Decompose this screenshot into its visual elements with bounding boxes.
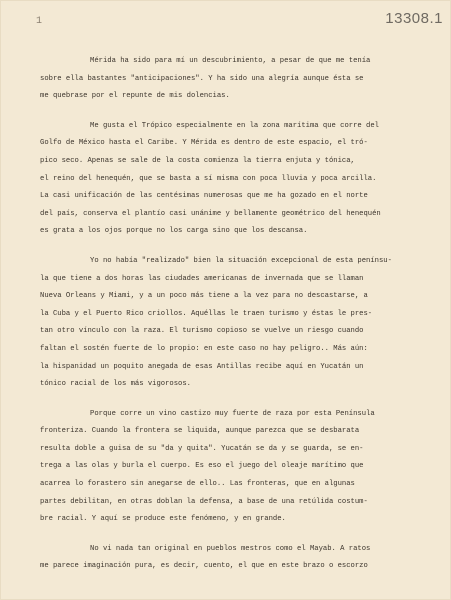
text-line: la hispanidad un poquito anegada de esas Antillas recibe aquí en Yucatán un — [40, 362, 364, 371]
text-line: Nueva Orleans y Miami, y a un poco más tiene a la vez para no descastarse, a — [40, 292, 368, 301]
text-line: partes debilitan, en otras doblan la defensa, a base de una retúlida costum- — [40, 497, 368, 506]
text-line: faltan el sostén fuerte de lo propio: en este caso no hay peligro.. Más aún: — [40, 344, 368, 353]
text-line: Porque corre un vino castizo muy fuerte de raza por esta Península — [90, 409, 375, 418]
text-line: tan otro vínculo con la raza. El turismo copioso se vuelve un riesgo cuando — [40, 327, 364, 336]
body-text — [40, 53, 420, 588]
text-line: sobre ella bastantes "anticipaciones". Y ha sido una alegría aunque ésta se — [40, 74, 364, 83]
paragraph-3 — [40, 253, 420, 394]
text-line: No vi nada tan original en pueblos mestros como el Mayab. A ratos — [90, 544, 371, 553]
text-line: trega a las olas y burla el cuerpo. Es eso el juego del oleaje marítimo que — [40, 462, 364, 471]
corner-mark: 1 — [36, 16, 43, 27]
text-line: tónico racial de los más vigorosos. — [40, 380, 191, 389]
text-line: bre racial. Y aquí se produce este fenómeno, y en grande. — [40, 515, 286, 524]
text-line: la Cuba y el Puerto Rico criollos. Aquéllas le traen turismo y éstas le pres- — [40, 309, 373, 318]
text-line: Yo no había "realizado" bien la situación excepcional de esta penínsu- — [90, 256, 392, 265]
text-line: Golfo de México hasta el Caribe. Y Mérida es dentro de este espacio, el tró- — [40, 139, 368, 148]
text-line: Me gusta el Trópico especialmente en la zona marítima que corre del — [90, 121, 379, 130]
text-line: acarrea lo forastero sin anegarse de ello.. Las fronteras, que en algunas — [40, 480, 355, 489]
text-line: Mérida ha sido para mí un descubrimiento, a pesar de que me tenía — [90, 57, 371, 65]
paragraph-4 — [40, 406, 420, 529]
text-line: me quebrase por el repunte de mis dolencias. — [40, 92, 230, 101]
archive-stamp-number: 13308.1 — [385, 10, 443, 27]
text-line: del país, conserva el plantío casi unánime y bellamente geométrico del henequén — [40, 209, 381, 218]
paragraph-1 — [40, 53, 420, 106]
text-line: la que tiene a dos horas las ciudades americanas de invernada que se llaman — [40, 274, 364, 283]
paragraph-2 — [40, 118, 420, 241]
text-line: fronteriza. Cuando la frontera se liquida, aunque parezca que se desbarata — [40, 427, 360, 436]
text-line: es grata a los ojos porque no los carga sino que los descansa. — [40, 227, 308, 236]
text-line: me parece imaginación pura, es decir, cuento, el que en este brazo o escorzo — [40, 562, 368, 571]
text-line: resulta doble a guisa de su "da y quita". Yucatán se da y se guarda, se en- — [40, 444, 364, 453]
text-line: La casi unificación de las centésimas numerosas que me ha gozado en el norte — [40, 192, 368, 201]
text-line: pico seco. Apenas se sale de la costa comienza la tierra enjuta y tónica, — [40, 156, 355, 165]
paragraph-5 — [40, 541, 420, 576]
text-line: el reino del henequén, que se basta a sí misma con poca lluvia y poca arcilla. — [40, 174, 377, 183]
